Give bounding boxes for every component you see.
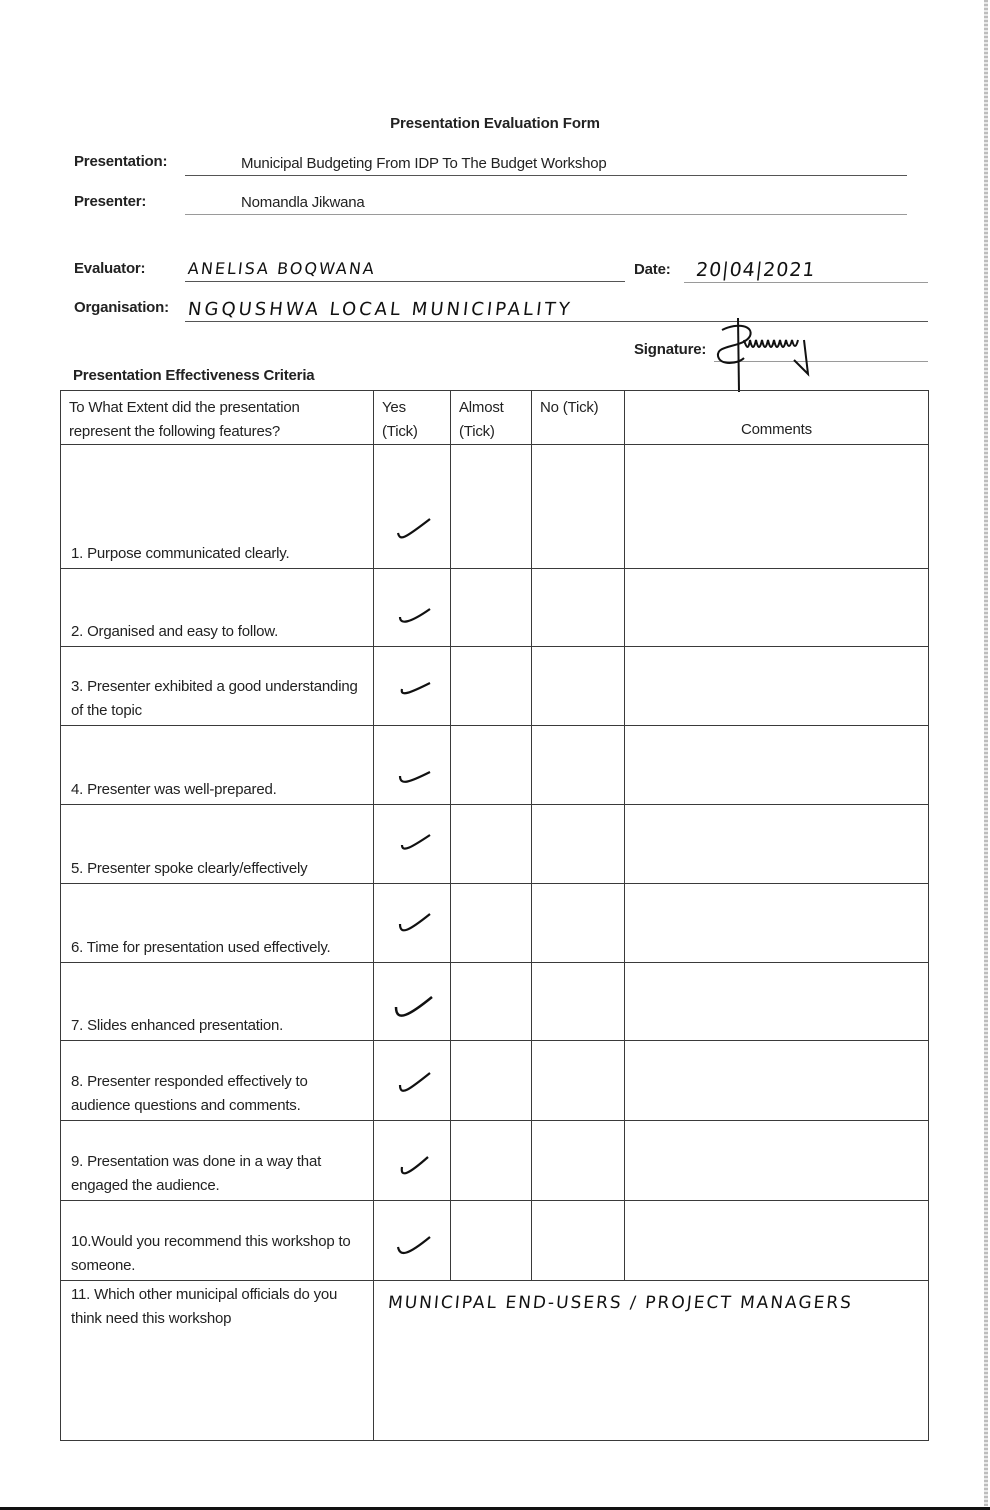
- comment-cell[interactable]: [625, 726, 929, 805]
- presenter-value[interactable]: Nomandla Jikwana: [241, 194, 365, 211]
- organisation-label: Organisation:: [74, 299, 169, 316]
- no-header: No (Tick): [532, 391, 625, 445]
- table-row: [61, 726, 929, 805]
- yes-cell[interactable]: [374, 647, 451, 726]
- checkmark-icon: [396, 1071, 432, 1099]
- yes-cell[interactable]: [374, 805, 451, 884]
- criterion-cell: 6. Time for presentation used effectively.: [61, 884, 374, 963]
- criterion-cell: 2. Organised and easy to follow.: [61, 569, 374, 647]
- evaluator-line: [185, 281, 625, 282]
- almost-cell[interactable]: [451, 963, 532, 1041]
- checkmark-icon: [396, 831, 432, 859]
- no-cell[interactable]: [532, 726, 625, 805]
- almost-cell[interactable]: [451, 726, 532, 805]
- comment-cell[interactable]: [625, 963, 929, 1041]
- yes-cell[interactable]: [374, 884, 451, 963]
- checkmark-icon: [396, 912, 432, 940]
- date-label: Date:: [634, 261, 671, 278]
- presentation-label: Presentation:: [74, 153, 168, 170]
- checkmark-icon: [396, 515, 432, 543]
- checkmark-icon: [396, 603, 432, 631]
- yes-cell[interactable]: [374, 1121, 451, 1201]
- almost-cell[interactable]: [451, 884, 532, 963]
- table-row: [61, 569, 929, 647]
- table-row: [61, 1121, 929, 1201]
- criteria-header: To What Extent did the presentation represent the following features?: [61, 391, 374, 445]
- form-title: Presentation Evaluation Form: [390, 115, 600, 132]
- comment-cell[interactable]: [625, 1121, 929, 1201]
- section-heading: Presentation Effectiveness Criteria: [73, 367, 315, 384]
- scan-page-edge: [984, 0, 988, 1506]
- criterion-cell: 1. Purpose communicated clearly.: [61, 445, 374, 569]
- checkmark-icon: [396, 1155, 432, 1183]
- no-cell[interactable]: [532, 569, 625, 647]
- checkmark-icon: [396, 1235, 432, 1263]
- no-cell[interactable]: [532, 884, 625, 963]
- evaluator-value[interactable]: ANELISA BOQWANA: [187, 259, 377, 278]
- table-row: [61, 805, 929, 884]
- almost-cell[interactable]: [451, 569, 532, 647]
- yes-cell[interactable]: [374, 1041, 451, 1121]
- presenter-label: Presenter:: [74, 193, 147, 210]
- almost-cell[interactable]: [451, 805, 532, 884]
- question-11-answer: MUNICIPAL END-USERS / PROJECT MANAGERS: [387, 1293, 854, 1313]
- evaluator-label: Evaluator:: [74, 260, 146, 277]
- yes-cell[interactable]: [374, 1201, 451, 1281]
- comment-cell[interactable]: [625, 1201, 929, 1281]
- checkmark-icon: [396, 675, 432, 703]
- comment-cell[interactable]: [625, 445, 929, 569]
- signature-label: Signature:: [634, 341, 707, 358]
- evaluation-table: [60, 390, 929, 1441]
- almost-cell[interactable]: [451, 1041, 532, 1121]
- comment-cell[interactable]: [625, 884, 929, 963]
- yes-cell[interactable]: [374, 963, 451, 1041]
- criterion-cell: 10.Would you recommend this workshop to someone.: [61, 1201, 374, 1281]
- date-line: [684, 282, 928, 283]
- date-value[interactable]: 20|04|2021: [694, 259, 817, 281]
- signature-icon: [708, 314, 818, 394]
- yes-cell[interactable]: [374, 569, 451, 647]
- presenter-line: [185, 214, 907, 215]
- comments-header: Comments: [625, 391, 929, 445]
- yes-cell[interactable]: [374, 445, 451, 569]
- question-11-cell: 11. Which other municipal officials do you think need this workshop: [61, 1281, 374, 1441]
- table-row: [61, 1201, 929, 1281]
- almost-cell[interactable]: [451, 1121, 532, 1201]
- criterion-cell: 9. Presentation was done in a way that engaged the audience.: [61, 1121, 374, 1201]
- comment-cell[interactable]: [625, 647, 929, 726]
- criterion-cell: 7. Slides enhanced presentation.: [61, 963, 374, 1041]
- table-row: [61, 647, 929, 726]
- criterion-cell: 3. Presenter exhibited a good understanding of the topic: [61, 647, 374, 726]
- yes-cell[interactable]: [374, 726, 451, 805]
- no-cell[interactable]: [532, 805, 625, 884]
- table-row: [61, 1041, 929, 1121]
- no-cell[interactable]: [532, 1041, 625, 1121]
- no-cell[interactable]: [532, 963, 625, 1041]
- no-cell[interactable]: [532, 647, 625, 726]
- table-row: [61, 445, 929, 569]
- presentation-value[interactable]: Municipal Budgeting From IDP To The Budget Workshop: [241, 155, 607, 172]
- question-11-row: [61, 1281, 929, 1441]
- almost-header: Almost (Tick): [451, 391, 532, 445]
- organisation-value[interactable]: NGQUSHWA LOCAL MUNICIPALITY: [186, 299, 574, 320]
- comment-cell[interactable]: [625, 1041, 929, 1121]
- no-cell[interactable]: [532, 1201, 625, 1281]
- criterion-cell: 8. Presenter responded effectively to audience questions and comments.: [61, 1041, 374, 1121]
- checkmark-icon: [394, 993, 434, 1027]
- almost-cell[interactable]: [451, 1201, 532, 1281]
- almost-cell[interactable]: [451, 647, 532, 726]
- almost-cell[interactable]: [451, 445, 532, 569]
- question-11-answer-cell[interactable]: [374, 1281, 929, 1441]
- table-row: [61, 884, 929, 963]
- checkmark-icon: [396, 766, 432, 794]
- presentation-line: [185, 175, 907, 176]
- yes-header: Yes (Tick): [374, 391, 451, 445]
- comment-cell[interactable]: [625, 569, 929, 647]
- table-row: [61, 963, 929, 1041]
- table-header-row: [61, 391, 929, 445]
- no-cell[interactable]: [532, 445, 625, 569]
- criterion-cell: 4. Presenter was well-prepared.: [61, 726, 374, 805]
- comment-cell[interactable]: [625, 805, 929, 884]
- criterion-cell: 5. Presenter spoke clearly/effectively: [61, 805, 374, 884]
- no-cell[interactable]: [532, 1121, 625, 1201]
